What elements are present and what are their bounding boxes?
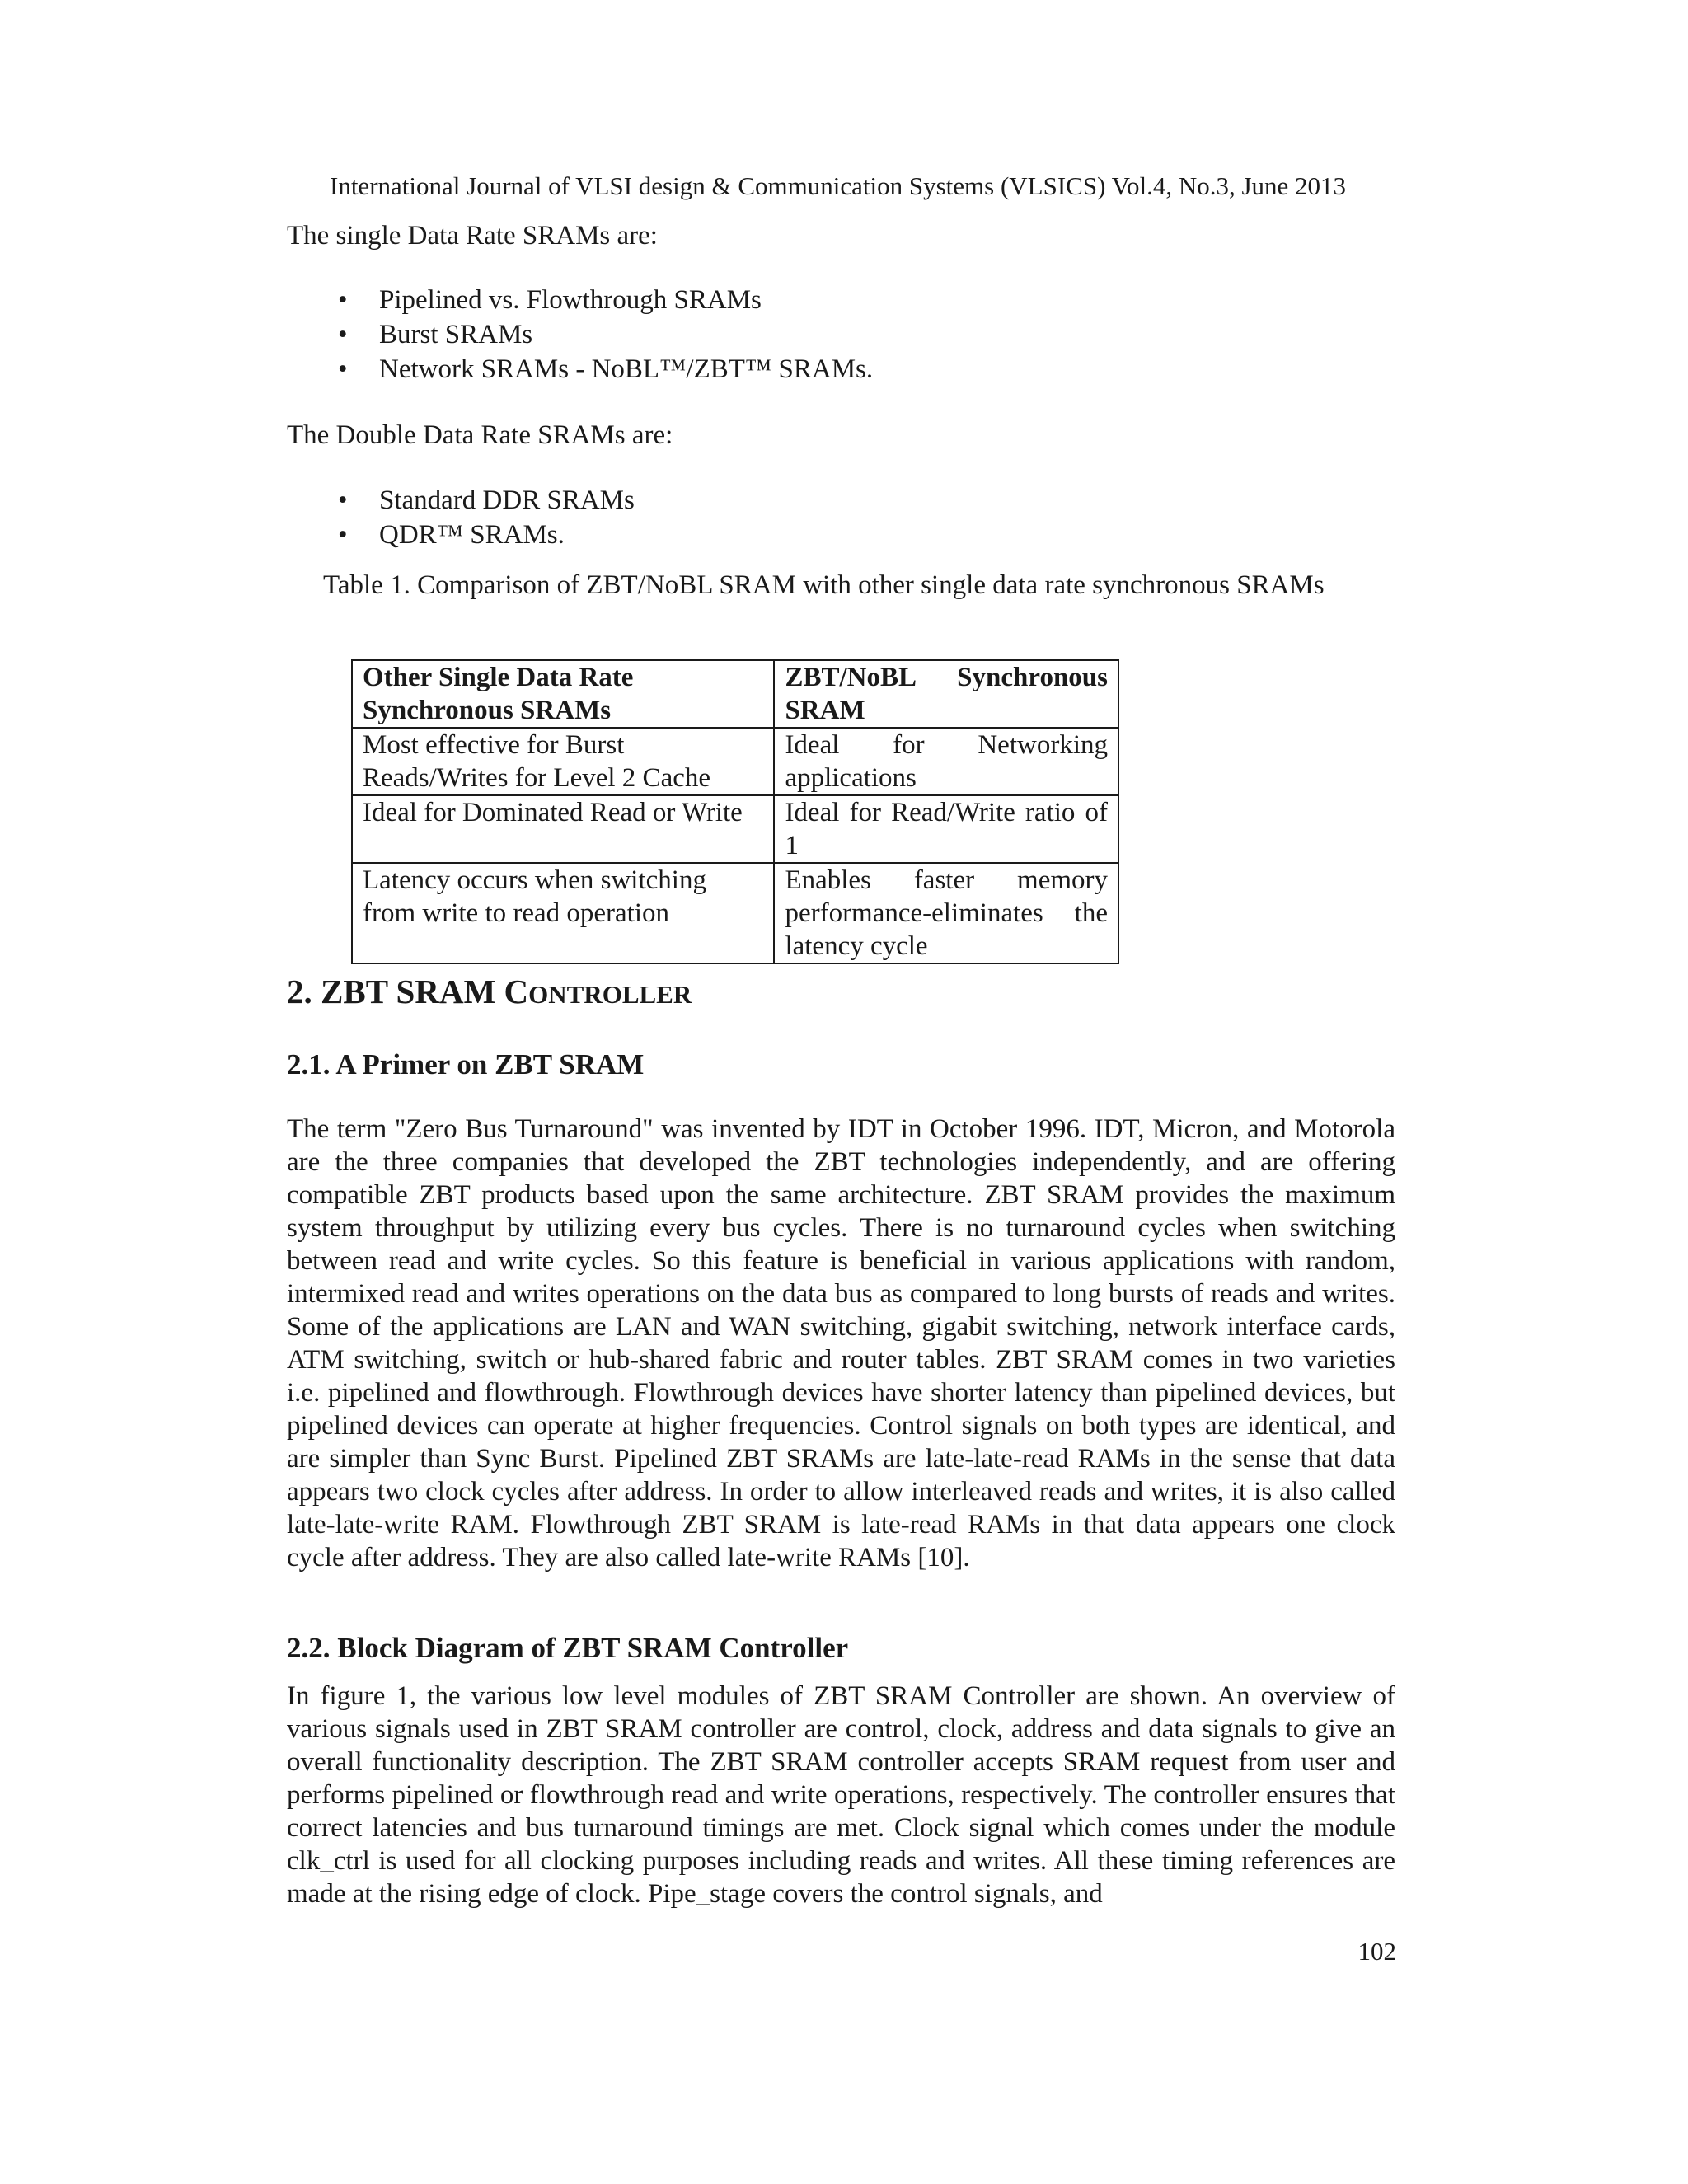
list-item: • Pipelined vs. Flowthrough SRAMs xyxy=(287,283,873,317)
list-item: • Network SRAMs - NoBL™/ZBT™ SRAMs. xyxy=(287,352,873,387)
list-item: • QDR™ SRAMs. xyxy=(287,518,635,552)
double-rate-list xyxy=(287,483,635,552)
table-cell: Ideal for Dominated Read or Write xyxy=(352,795,774,863)
single-rate-list xyxy=(287,283,873,387)
page-number: 102 xyxy=(1357,1937,1396,1966)
bullet-icon: • xyxy=(338,285,348,315)
single-rate-lead: The single Data Rate SRAMs are: xyxy=(287,221,658,251)
list-item: • Burst SRAMs xyxy=(287,317,873,352)
bullet-icon: • xyxy=(338,485,348,515)
table-cell: Ideal for Read/Write ratio of 1 xyxy=(774,795,1118,863)
table-cell: Latency occurs when switching from write to read operation xyxy=(352,863,774,963)
table-header-cell: Other Single Data Rate Synchronous SRAMs xyxy=(352,660,774,728)
comparison-table xyxy=(351,659,1119,964)
table-header-row xyxy=(352,660,1118,728)
table-row xyxy=(352,795,1118,863)
table-row xyxy=(352,728,1118,795)
table-caption: Table 1. Comparison of ZBT/NoBL SRAM with other single data rate synchronous SRAMs xyxy=(323,570,1325,600)
block-diagram-paragraph: In figure 1, the various low level modules of ZBT SRAM Controller are shown. An overview of various signals used in ZBT SRAM controller are control, clock, address and data signals to give an overall functionality description. The ZBT SRAM controller accepts SRAM request from user and performs pipelined or flowthrough read and write operations, respectively. The controller ensures that correct latencies and bus turnaround timings are met. Clock signal which comes under the module clk_ctrl is used for all clocking purposes including reads and writes. All these timing references are made at the rising edge of clock. Pipe_stage covers the control signals, and xyxy=(287,1681,1395,1909)
bullet-icon: • xyxy=(338,520,348,550)
bullet-icon: • xyxy=(338,320,348,349)
primer-paragraph: The term "Zero Bus Turnaround" was invented by IDT in October 1996. IDT, Micron, and Motorola are the three companies that developed the ZBT technologies independently, and are offering compatible ZBT products based upon the same architecture. ZBT SRAM provides the maximum system throughput by utilizing every bus cycles. There is no turnaround cycles when switching between read and write cycles. So this feature is beneficial in various applications with random, intermixed read and writes operations on the data bus as compared to long bursts of reads and writes. Some of the applications are LAN and WAN switching, gigabit switching, network interface cards, ATM switching, switch or hub-shared fabric and router tables. ZBT SRAM comes in two varieties i.e. pipelined and flowthrough. Flowthrough devices have shorter latency than pipelined devices, but pipelined devices can operate at higher frequencies. Control signals on both types are identical, and are simpler than Sync Burst. Pipelined ZBT SRAMs are late-late-read RAMs in the sense that data appears two clock cycles after address. In order to allow interleaved reads and writes, it is also called late-late-write RAM. Flowthrough ZBT SRAM is late-read RAMs in that data appears one clock cycle after address. They are also called late-write RAMs [10]. xyxy=(287,1114,1395,1572)
table-cell: Ideal for Networking applications xyxy=(774,728,1118,795)
list-item: • Standard DDR SRAMs xyxy=(287,483,635,518)
subsection-heading-block-diagram: 2.2. Block Diagram of ZBT SRAM Controller xyxy=(287,1632,849,1664)
running-header: International Journal of VLSI design & Communication Systems (VLSICS) Vol.4, No.3, June 2013 xyxy=(330,171,1347,200)
table-header-cell: ZBT/NoBL Synchronous SRAM xyxy=(774,660,1118,728)
table-cell: Most effective for Burst Reads/Writes for Level 2 Cache xyxy=(352,728,774,795)
section-heading: 2. ZBT SRAM CONTROLLER xyxy=(287,972,692,1010)
table-cell: Enables faster memory performance-eliminates the latency cycle xyxy=(774,863,1118,963)
subsection-heading-primer: 2.1. A Primer on ZBT SRAM xyxy=(287,1048,645,1080)
table-row xyxy=(352,863,1118,963)
bullet-icon: • xyxy=(338,354,348,384)
double-rate-lead: The Double Data Rate SRAMs are: xyxy=(287,420,673,450)
